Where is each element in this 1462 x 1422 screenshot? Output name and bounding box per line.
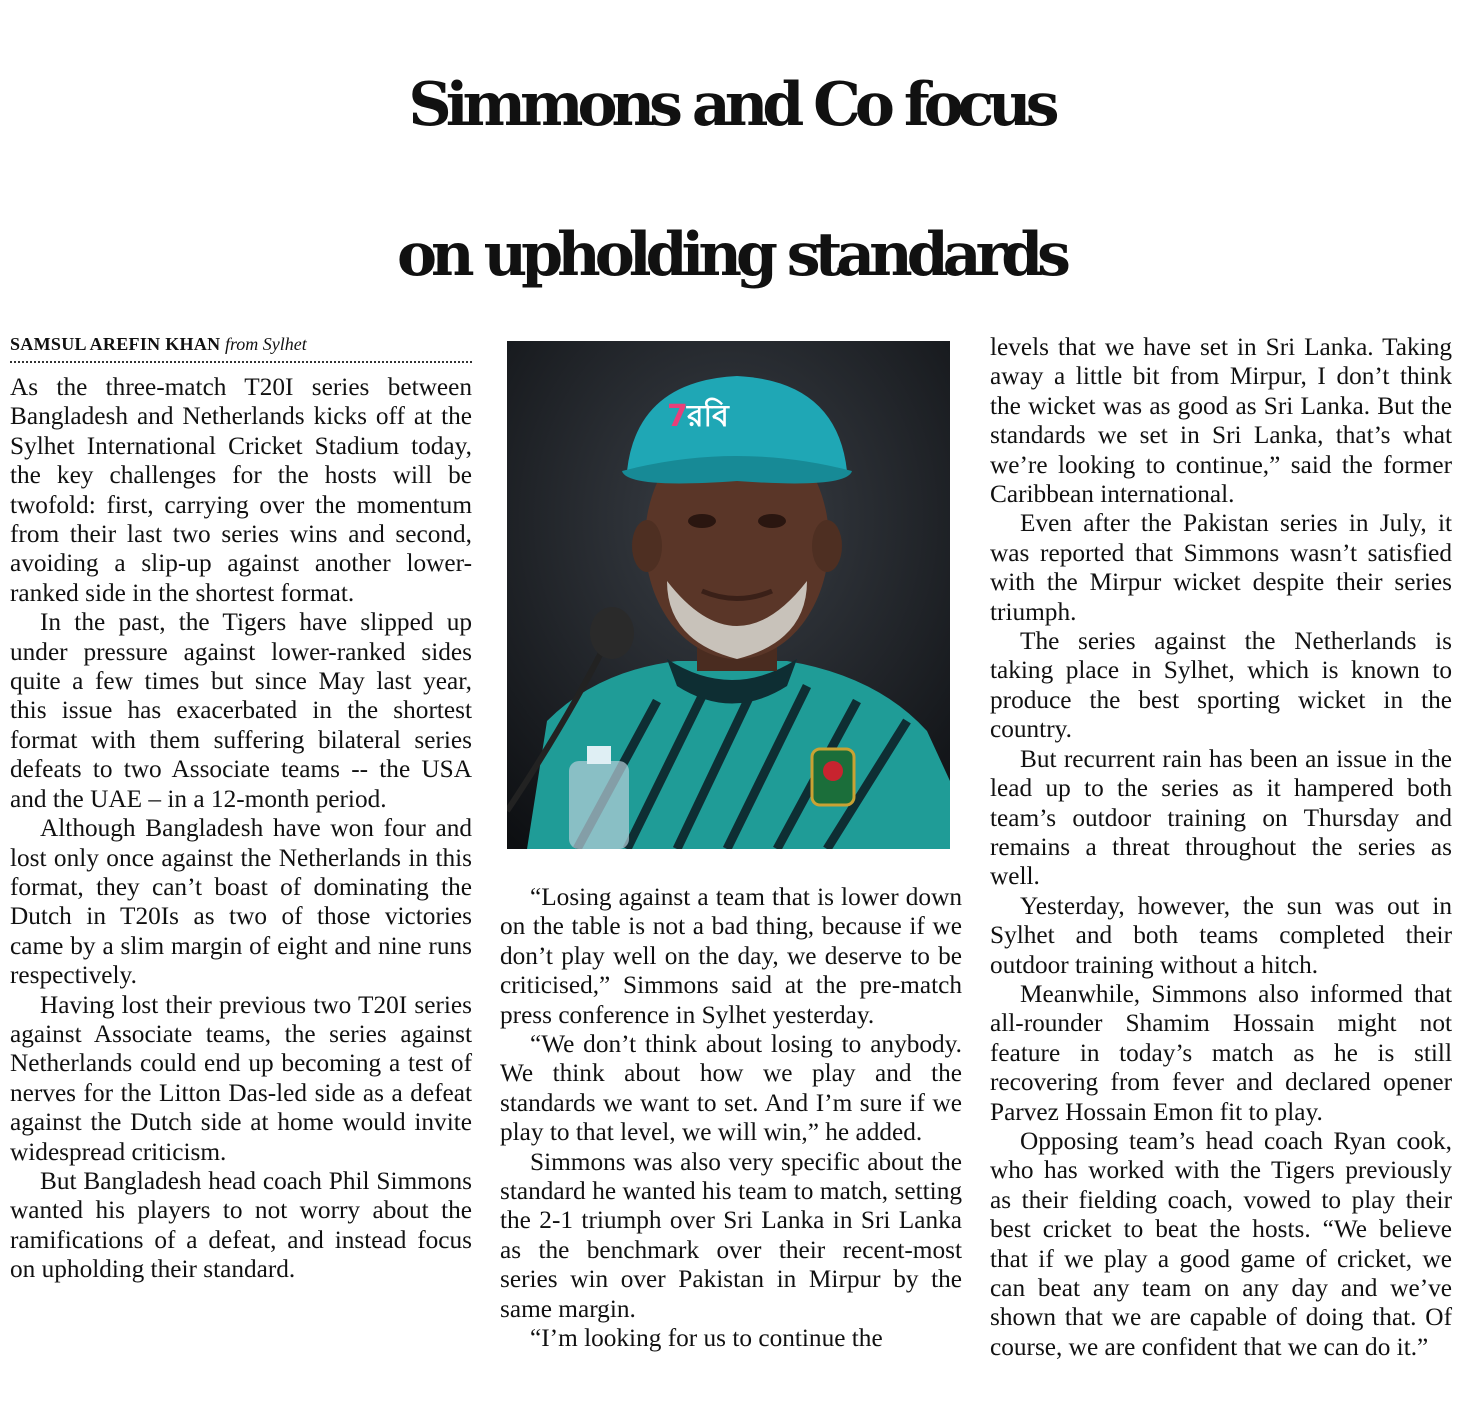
headline-line-2: on upholding standards (397, 220, 1065, 290)
cap-logo-text: রবি (687, 399, 729, 434)
paragraph: Even after the Pakistan series in July, it was reported that Simmons wasn’t satisfied with the Mirpur wicket despite their series triumph. (990, 509, 1452, 626)
paragraph: levels that we have set in Sri Lanka. Taking away a little bit from Mirpur, I don’t think the wicket was as good as Sri Lanka. But the standards we set in Sri Lanka, that’s what we’re looking to continue,” said the former Caribbean international. (990, 333, 1452, 509)
byline-author: SAMSUL AREFIN KHAN (10, 334, 221, 354)
svg-text:7: 7 (667, 399, 688, 434)
headline-line-1: Simmons and Co focus (408, 70, 1054, 140)
article-column-3 (990, 333, 1452, 1362)
paragraph: Simmons was also very specific about the standard he wanted his team to match, setting the 2-1 triumph over Sri Lanka in Sri Lanka as the benchmark over their recent-most series win over Pakistan in Mirpur by the same margin. (500, 1147, 962, 1323)
headline (0, 30, 1462, 330)
paragraph: Meanwhile, Simmons also informed that all-rounder Shamim Hossain might not feature in today’s match as he is still recovering from fever and declared opener Parvez Hossain Emon fit to play. (990, 979, 1452, 1126)
paragraph: Yesterday, however, the sun was out in Sylhet and both teams completed their outdoor training without a hitch. (990, 891, 1452, 979)
paragraph: Opposing team’s head coach Ryan cook, who has worked with the Tigers previously as their fielding coach, vowed to play their best cricket to beat the hosts. “We believe that if we play a good game of cricket, we can beat any team on any day and we’ve shown that we are capable of doing that. Of course, we are confident that we can do it.” (990, 1126, 1452, 1361)
paragraph: But recurrent rain has been an issue in the lead up to the series as it hampered both team’s outdoor training on Thursday and remains a threat throughout the series as well. (990, 744, 1452, 891)
paragraph: The series against the Netherlands is taking place in Sylhet, which is known to produce the best sporting wicket in the country. (990, 627, 1452, 744)
paragraph: Although Bangladesh have won four and lost only once against the Netherlands in this format, they can’t boast of dominating the Dutch in T20Is as two of those victories came by a slim margin of eight and nine runs respectively. (10, 814, 472, 990)
paragraph: Having lost their previous two T20I series against Associate teams, the series against Netherlands could end up becoming a test of nerves for the Litton Das-led side as a defeat against the Dutch side at home would invite widespread criticism. (10, 990, 472, 1166)
byline (10, 333, 472, 363)
paragraph: “I’m looking for us to continue the (530, 1324, 883, 1353)
paragraph: “We don’t think about losing to anybody. We think about how we play and the standards we want to set. And I’m sure if we play to that level, we will win,” he added. (500, 1030, 962, 1147)
paragraph: But Bangladesh head coach Phil Simmons wanted his players to not worry about the ramifications of a defeat, and instead focus on upholding their standard. (10, 1166, 472, 1284)
coach-portrait-illustration (507, 341, 950, 849)
article-photo (507, 341, 950, 849)
article-column-2 (500, 883, 962, 1354)
paragraph: “Losing against a team that is lower down on the table is not a bad thing, because if we don’t play well on the day, we deserve to be criticised,” Simmons said at the pre-match press conference in Sylhet yesterday. (500, 883, 962, 1029)
article-column-1 (10, 333, 472, 1285)
paragraph: In the past, the Tigers have slipped up under pressure against lower-ranked sides quite a few times but since May last year, this issue has exacerbated in the shortest format with them suffering bilateral series defeats to two Associate teams -- the USA and the UAE – in a 12-month period. (10, 608, 472, 813)
paragraph: As the three-match T20I series between Bangladesh and Netherlands kicks off at the Sylhet International Cricket Stadium today, the key challenges for the hosts will be twofold: first, carrying over the momentum from their last two series wins and second, avoiding a slip-up against another lower-ranked side in the shortest format. (10, 373, 472, 607)
byline-location: from Sylhet (224, 334, 307, 354)
